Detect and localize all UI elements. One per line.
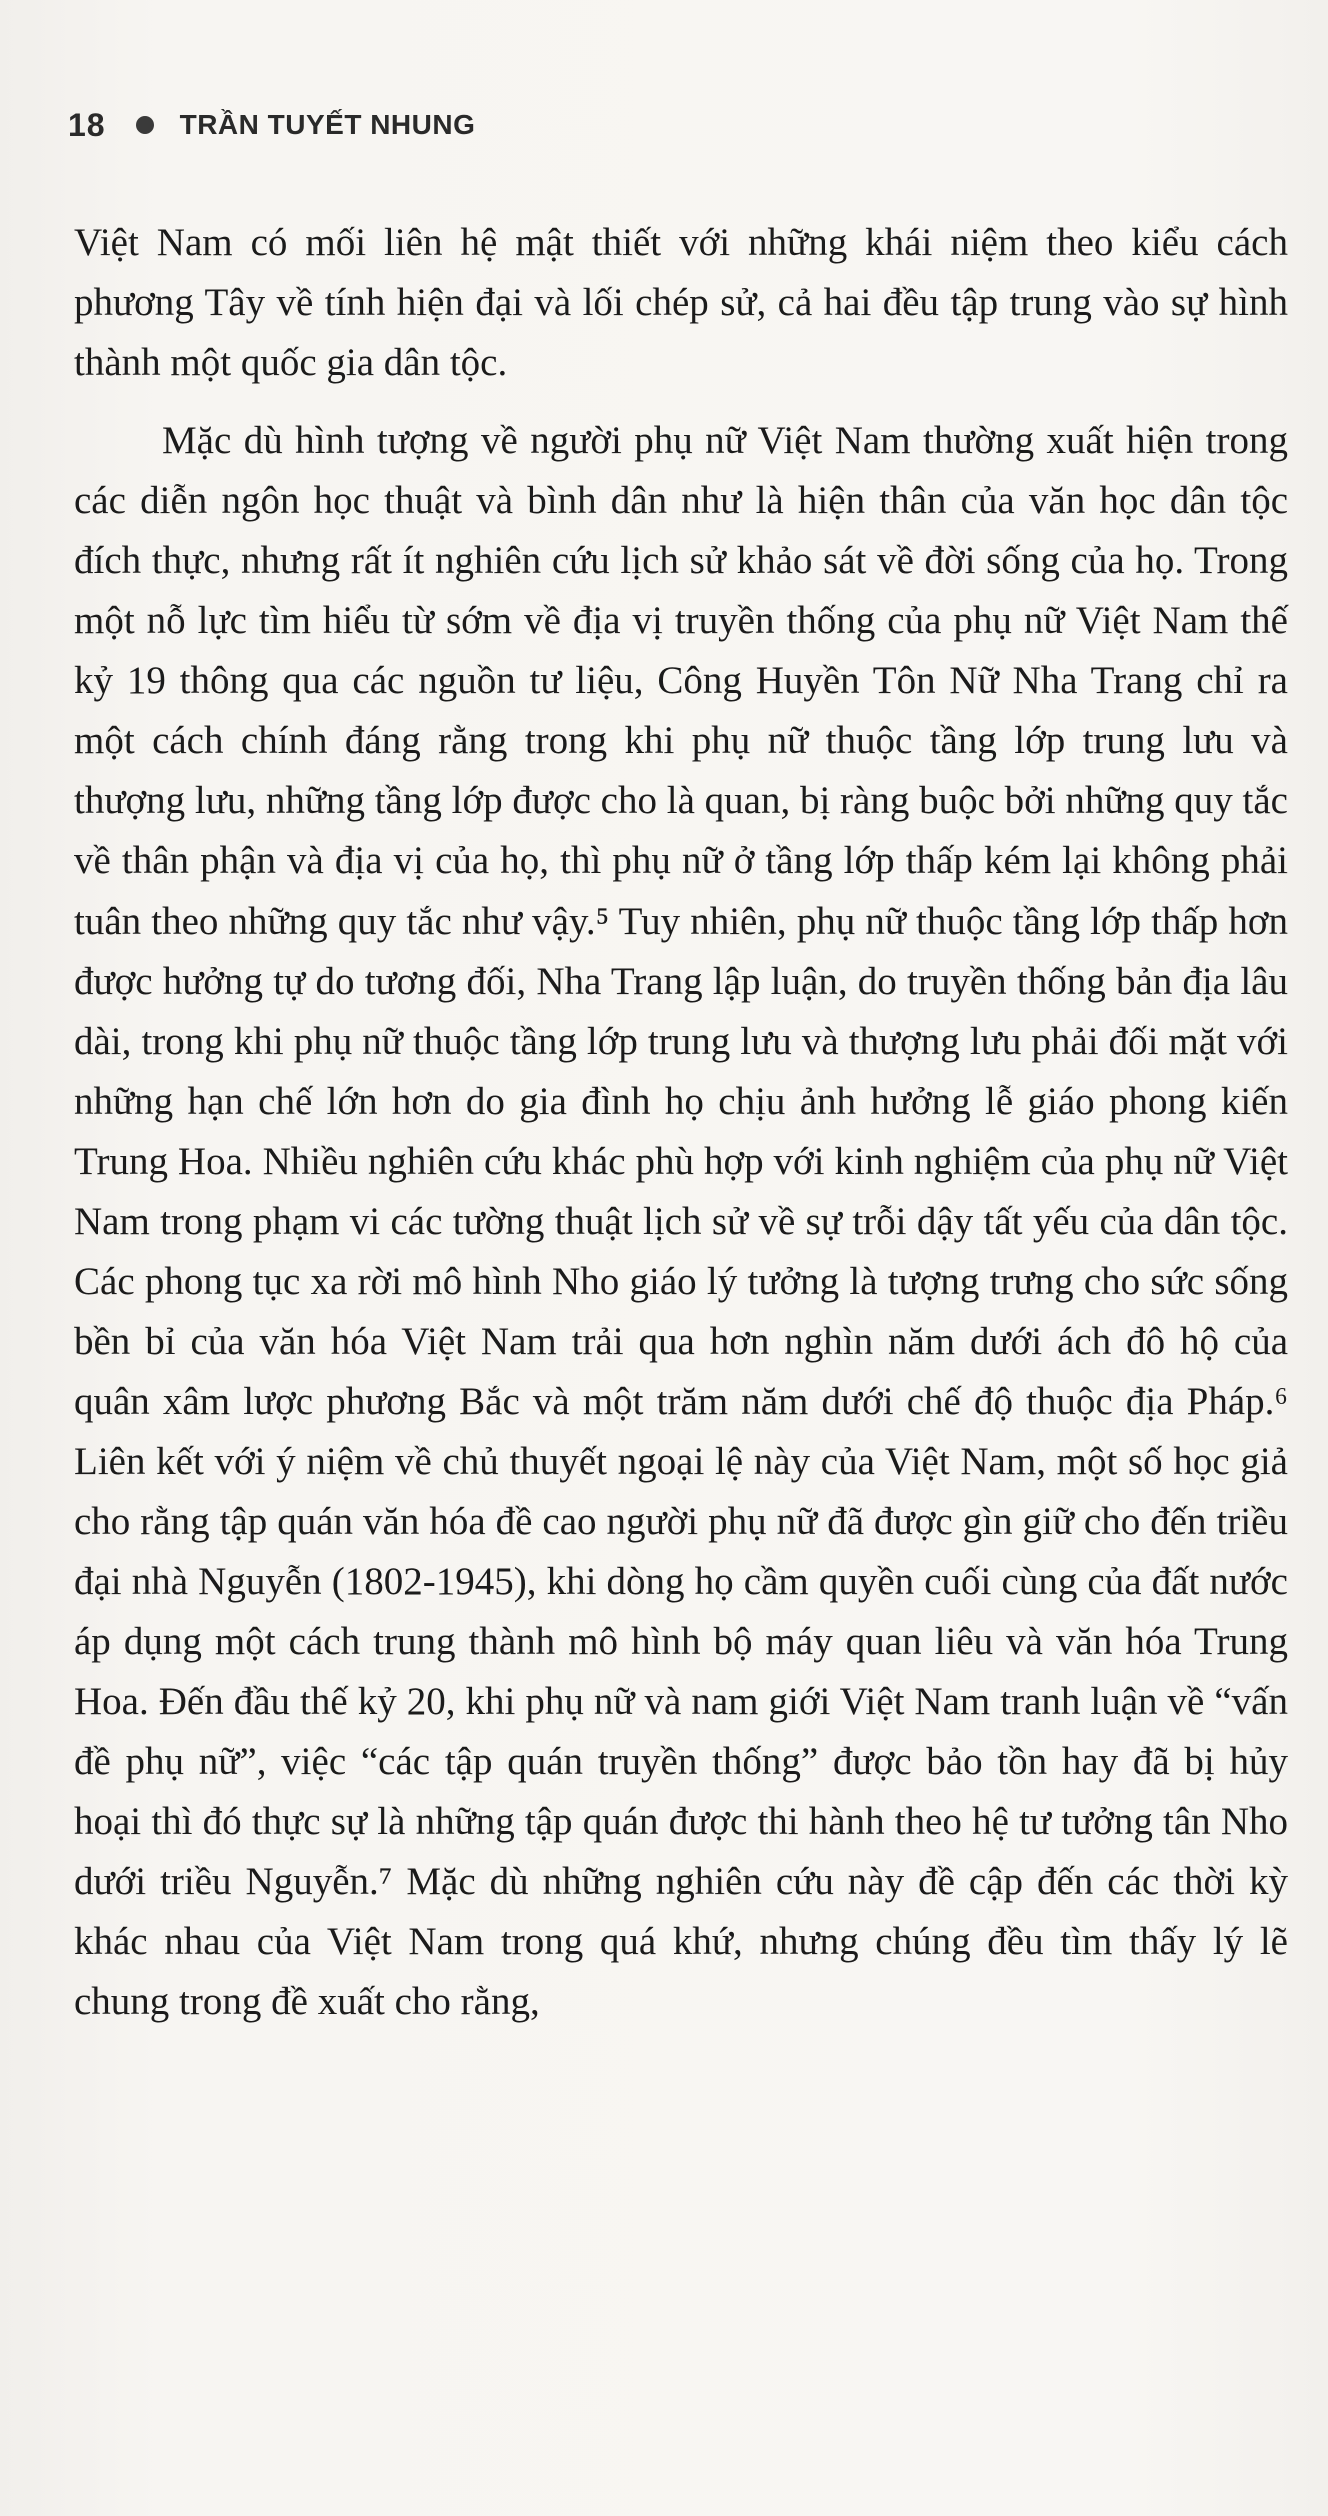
paragraph-main: Mặc dù hình tượng về người phụ nữ Việt Nam thường xuất hiện trong các diễn ngôn học thuật và bình dân như là hiện thân của văn học dân tộc đích thực, nhưng rất ít nghiên cứu lịch sử khảo sát về đời sống của họ. Trong một nỗ lực tìm hiểu từ sớm về địa vị truyền thống của phụ nữ Việt Nam thế kỷ 19 thông qua các nguồn tư liệu, Công Huyền Tôn Nữ Nha Trang chỉ ra một cách chính đáng rằng trong khi phụ nữ thuộc tầng lớp trung lưu và thượng lưu, những tầng lớp được cho là quan, bị ràng buộc bởi những quy tắc về thân phận và địa vị của họ, thì phụ nữ ở tầng lớp thấp kém lại không phải tuân theo những quy tắc như vậy.⁵ Tuy nhiên, phụ nữ thuộc tầng lớp thấp hơn được hưởng tự do tương đối, Nha Trang lập luận, do truyền thống bản địa lâu dài, trong khi phụ nữ thuộc tầng lớp trung lưu và thượng lưu phải đối mặt với những hạn chế lớn hơn do gia đình họ chịu ảnh hưởng lễ giáo phong kiến Trung Hoa. Nhiều nghiên cứu khác phù hợp với kinh nghiệm của phụ nữ Việt Nam trong phạm vi các tường thuật lịch sử về sự trỗi dậy tất yếu của dân tộc. Các phong tục xa rời mô hình Nho giáo lý tưởng là tượng trưng cho sức sống bền bỉ của văn hóa Việt Nam trải qua hơn nghìn năm dưới ách đô hộ của quân xâm lược phương Bắc và một trăm năm dưới chế độ thuộc địa Pháp.⁶ Liên kết với ý niệm về chủ thuyết ngoại lệ này của Việt Nam, một số học giả cho rằng tập quán văn hóa đề cao người phụ nữ đã được gìn giữ cho đến triều đại nhà Nguyễn (1802-1945), khi dòng họ cầm quyền cuối cùng của đất nước áp dụng một cách trung thành mô hình bộ máy quan liêu và văn hóa Trung Hoa. Đến đầu thế kỷ 20, khi phụ nữ và nam giới Việt Nam tranh luận về “vấn đề phụ nữ”, việc “các tập quán truyền thống” được bảo tồn hay đã bị hủy hoại thì đó thực sự là những tập quán được thi hành theo hệ tư tưởng tân Nho dưới triều Nguyễn.⁷ Mặc dù những nghiên cứu này đề cập đến các thời kỳ khác nhau của Việt Nam trong quá khứ, nhưng chúng đều tìm thấy lý lẽ chung trong đề xuất cho rằng,	[74, 419, 1288, 2024]
paragraph-continuation: Việt Nam có mối liên hệ mật thiết với những khái niệm theo kiểu cách phương Tây về tính hiện đại và lối chép sử, cả hai đều tập trung vào sự hình thành một quốc gia dân tộc.	[74, 221, 1288, 385]
author-name: TRẦN TUYẾT NHUNG	[179, 109, 476, 140]
bullet-icon	[136, 116, 154, 134]
body-text	[74, 213, 1288, 2032]
running-header	[68, 100, 475, 150]
page-number: 18	[68, 106, 106, 143]
